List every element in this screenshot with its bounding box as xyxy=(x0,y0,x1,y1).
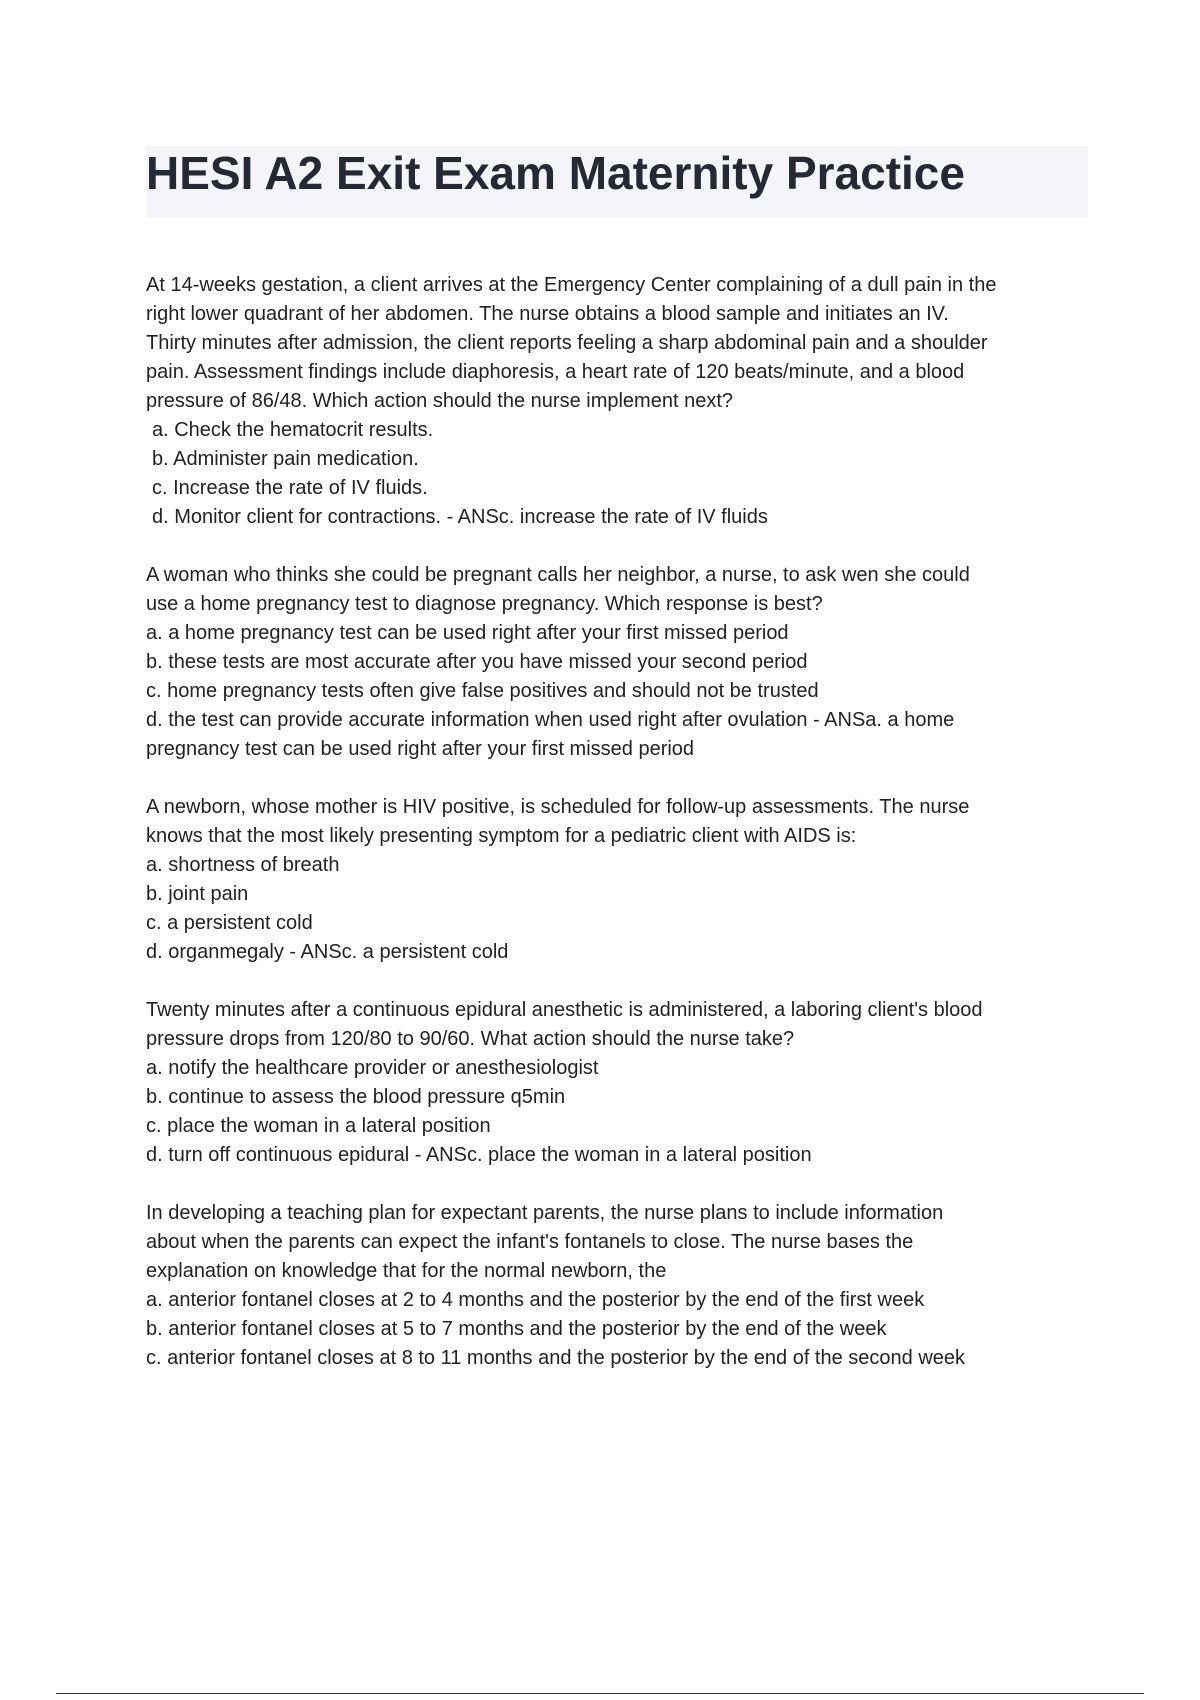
question-5-option: a. anterior fontanel closes at 2 to 4 months and the posterior by the end of the first week xyxy=(146,1289,925,1311)
question-2-option: a. a home pregnancy test can be used right after your first missed period xyxy=(146,622,789,644)
question-3-option-with-answer: d. organmegaly - ANSc. a persistent cold xyxy=(146,941,509,963)
question-5-option: b. anterior fontanel closes at 5 to 7 months and the posterior by the end of the week xyxy=(146,1318,887,1340)
question-4-option: c. place the woman in a lateral position xyxy=(146,1115,491,1137)
question-2-option: c. home pregnancy tests often give false positives and should not be trusted xyxy=(146,680,819,702)
question-4-option-with-answer: d. turn off continuous epidural - ANSc. place the woman in a lateral position xyxy=(146,1144,812,1166)
question-1-option: a. Check the hematocrit results. xyxy=(152,419,434,441)
question-5-stem-line: explanation on knowledge that for the normal newborn, the xyxy=(146,1260,667,1282)
question-4-option: b. continue to assess the blood pressure q5min xyxy=(146,1086,566,1108)
question-2-stem-line: A woman who thinks she could be pregnant calls her neighbor, a nurse, to ask wen she could xyxy=(146,564,970,586)
question-list xyxy=(146,271,1096,1402)
question-1-stem-line: pressure of 86/48. Which action should the nurse implement next? xyxy=(146,390,733,412)
question-5-stem-line: about when the parents can expect the infant's fontanels to close. The nurse bases the xyxy=(146,1231,914,1253)
question-3-option: a. shortness of breath xyxy=(146,854,340,876)
question-3-stem-line: knows that the most likely presenting symptom for a pediatric client with AIDS is: xyxy=(146,825,857,847)
question-2-option-with-answer: d. the test can provide accurate information when used right after ovulation - ANSa. a home xyxy=(146,709,955,731)
question-1-stem-line: Thirty minutes after admission, the client reports feeling a sharp abdominal pain and a shoulder xyxy=(146,332,988,354)
question-2 xyxy=(146,561,1096,764)
question-4-option: a. notify the healthcare provider or anesthesiologist xyxy=(146,1057,599,1079)
question-1-stem-line: pain. Assessment findings include diaphoresis, a heart rate of 120 beats/minute, and a blood xyxy=(146,361,965,383)
question-1-option: b. Administer pain medication. xyxy=(152,448,419,470)
question-2-stem-line: use a home pregnancy test to diagnose pregnancy. Which response is best? xyxy=(146,593,823,615)
question-3-option: c. a persistent cold xyxy=(146,912,313,934)
question-4-stem-line: Twenty minutes after a continuous epidural anesthetic is administered, a laboring client's blood xyxy=(146,999,983,1021)
question-4-stem-line: pressure drops from 120/80 to 90/60. What action should the nurse take? xyxy=(146,1028,795,1050)
question-5 xyxy=(146,1199,1096,1373)
question-1 xyxy=(146,271,1096,532)
question-3 xyxy=(146,793,1096,967)
question-1-option-with-answer: d. Monitor client for contractions. - ANSc. increase the rate of IV fluids xyxy=(152,506,768,528)
question-3-option: b. joint pain xyxy=(146,883,249,905)
question-3-stem-line: A newborn, whose mother is HIV positive, is scheduled for follow-up assessments. The nurse xyxy=(146,796,970,818)
question-1-stem-line: right lower quadrant of her abdomen. The nurse obtains a blood sample and initiates an IV. xyxy=(146,303,949,325)
question-5-stem-line: In developing a teaching plan for expectant parents, the nurse plans to include information xyxy=(146,1202,944,1224)
question-1-option: c. Increase the rate of IV fluids. xyxy=(152,477,428,499)
question-1-stem-line: At 14-weeks gestation, a client arrives at the Emergency Center complaining of a dull pain in the xyxy=(146,274,997,296)
question-4 xyxy=(146,996,1096,1170)
page-title: HESI A2 Exit Exam Maternity Practice xyxy=(146,147,965,199)
question-2-option: b. these tests are most accurate after you have missed your second period xyxy=(146,651,808,673)
question-5-option: c. anterior fontanel closes at 8 to 11 months and the posterior by the end of the second week xyxy=(146,1347,966,1369)
question-2-answer-continuation: pregnancy test can be used right after your first missed period xyxy=(146,738,695,760)
page-bottom-divider xyxy=(56,1693,1144,1694)
